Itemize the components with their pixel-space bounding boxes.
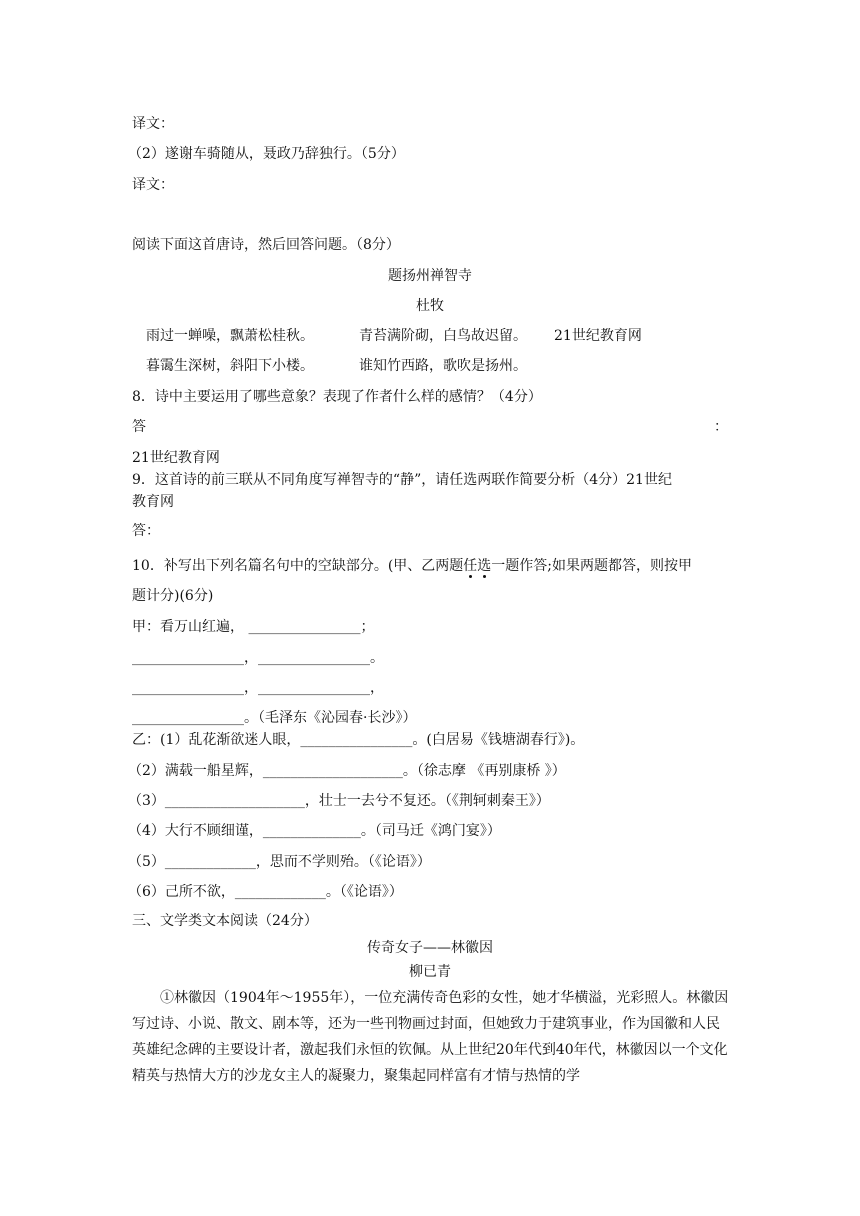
poem-instruction: 阅读下面这首唐诗，然后回答问题。（8分） [132,237,400,253]
question-9-line-1: 9．这首诗的前三联从不同角度写禅智寺的“静”，请任选两联作简要分析（4分）21世纪 [132,472,672,488]
jia-line-4: ________________。（毛泽东《沁园春·长沙》） [132,710,417,726]
question-8-answer-colon: ： [714,419,728,435]
article-author: 柳已青 [409,964,451,980]
question-10-text-b: 一题作答;如果两题都答，则按甲 [491,558,692,574]
poem-line-2b: 谁知竹西路，歌吹是扬州。 [359,358,527,374]
question-10-line-2: 题计分)(6分) [132,588,214,604]
poem-line-1a: 雨过一蝉噪，飘萧松桂秋。 [146,328,314,344]
yi-line-1: 乙：(1）乱花渐欲迷人眼，________________。(白居易《钱塘湖春行》)。 [132,732,585,748]
question-9-answer-label: 答： [132,523,160,539]
question-8: 8．诗中主要运用了哪些意象？表现了作者什么样的感情？（4分） [132,389,542,405]
yi-line-5: （5）_____________，思而不学则殆。（《论语》） [128,854,431,870]
yi-line-6: （6）己所不欲，_____________。（《论语》） [128,884,403,900]
jia-line-3: ________________，________________， [132,680,384,696]
poem-title: 题扬州禅智寺 [388,268,472,284]
poem-line-2a: 暮霭生深树，斜阳下小楼。 [146,358,314,374]
watermark-text-1: 21世纪教育网 [554,328,642,344]
translation-label-2: 译文： [132,177,174,193]
question-8-answer-label: 答 [132,419,146,435]
jia-line-2: ________________，________________。 [132,650,384,666]
question-10-text-a: 10．补写出下列名篇名句中的空缺部分。(甲、乙两题 [132,558,464,574]
poem-line-1b: 青苔满阶砌，白鸟故迟留。 [359,328,527,344]
emphasis-char-1: 任 [463,558,478,574]
article-title: 传奇女子——林徽因 [367,940,493,956]
translation-label-1: 译文： [132,116,174,132]
jia-line-1: 甲：看万山红遍， ________________； [132,619,375,635]
section-3-heading: 三、文学类文本阅读（24分） [132,913,318,929]
article-paragraph-1: ①林徽因（1904年～1955年），一位充满传奇色彩的女性，她才华横溢，光彩照人。林徽因写过诗、小说、散文、剧本等，还为一些刊物画过封面，但她致力于建筑事业，作为国徽和人民英雄纪念碑的主要设计者，激起我们永恒的钦佩。从上世纪20年代到40年代，林徽因以一个文化精英与热情大方的沙龙女主人的凝聚力，聚集起同样富有才情与热情的学 [132,990,729,1084]
yi-line-4: （4）大行不顾细谨，______________。（司马迁《鸿门宴》） [128,823,501,839]
question-9-line-2: 教育网 [132,494,174,510]
poem-author: 杜牧 [416,298,444,314]
watermark-text-2: 21世纪教育网 [132,450,220,466]
question-item-2: （2）遂谢车骑随从，聂政乃辞独行。（5分） [128,146,405,162]
yi-line-3: （3）____________________，壮士一去兮不复还。（《荆轲刺秦王》） [128,793,550,809]
question-10-line-1 [132,557,692,575]
emphasis-char-2: 选 [477,558,492,574]
yi-line-2: （2）满载一船星辉，____________________。（徐志摩 《再别康桥 》） [128,763,566,779]
